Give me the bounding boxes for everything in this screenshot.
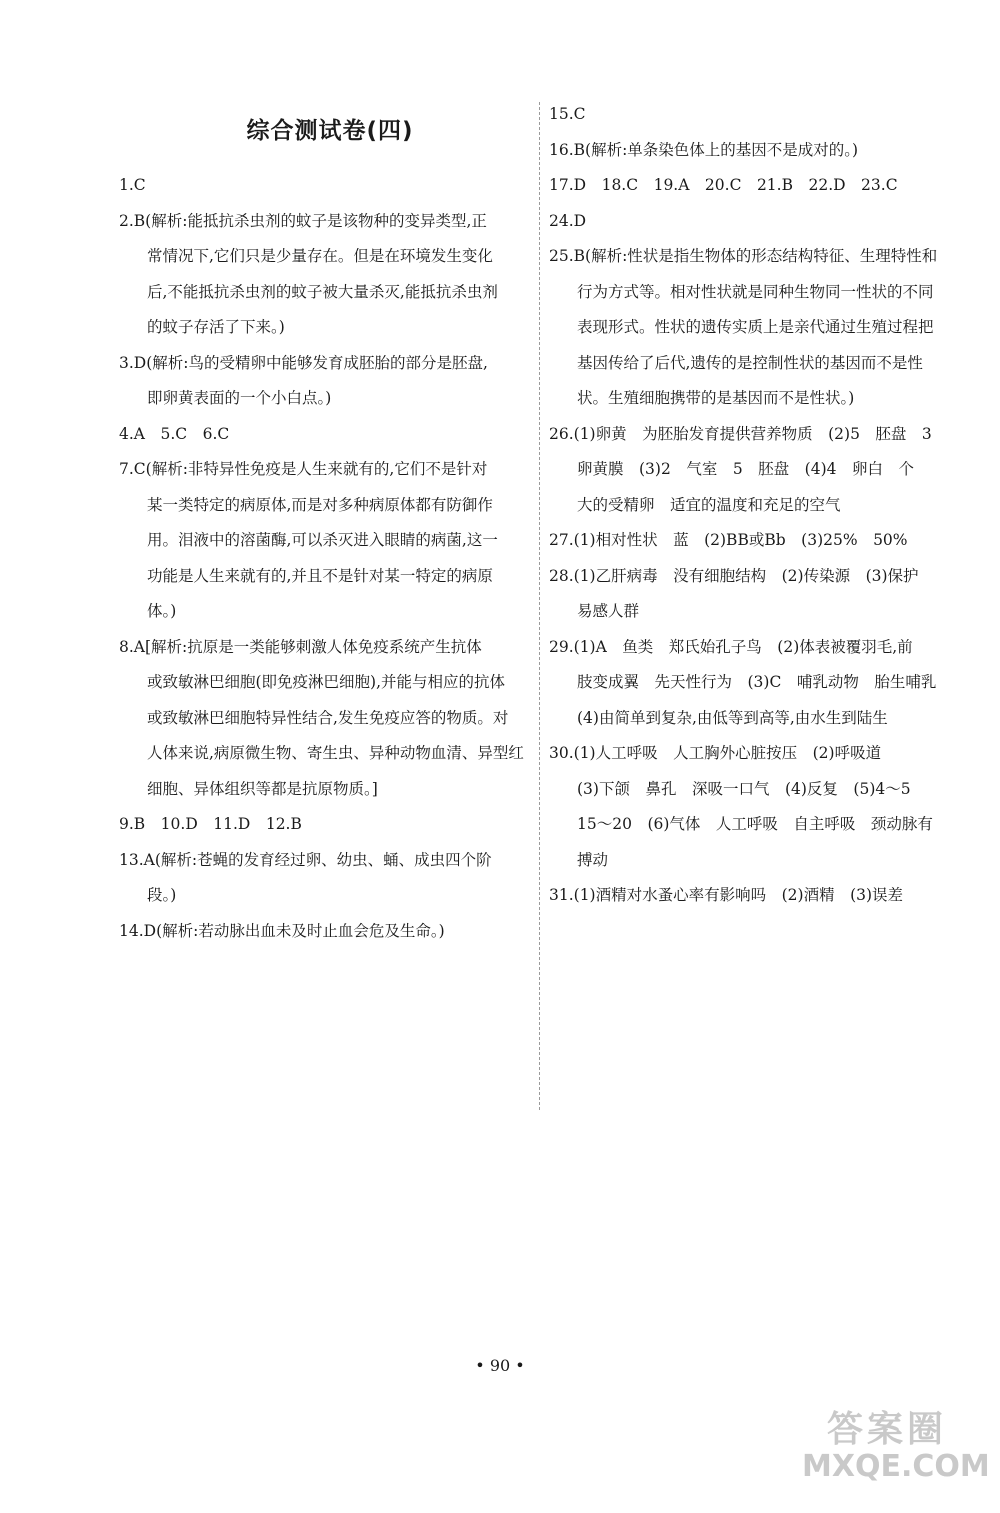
answer-item — [549, 97, 969, 133]
answer-item — [549, 878, 969, 914]
answer-continuation-line: 用。泪液中的溶菌酶,可以杀灭进入眼睛的病菌,这一 — [147, 531, 498, 549]
answer-line: 28.(1)乙肝病毒 没有细胞结构 (2)传染源 (3)保护 — [549, 566, 919, 585]
answer-line: 26.(1)卵黄 为胚胎发育提供营养物质 (2)5 胚盘 3 — [549, 424, 932, 443]
answer-line: 4.A 5.C 6.C — [119, 424, 230, 443]
watermark-text: 答案圈 — [826, 1409, 947, 1450]
answer-item — [549, 523, 969, 559]
page-title: 综合测试卷(四) — [246, 118, 414, 144]
answer-line: 2.B(解析:能抵抗杀虫剂的蚊子是该物种的变异类型,正 — [119, 211, 487, 230]
answer-line: 31.(1)酒精对水蚤心率有影响吗 (2)酒精 (3)误差 — [549, 886, 904, 904]
answer-continuation-line: 即卵黄表面的一个小白点。) — [147, 389, 332, 407]
answer-continuation-line: 搏动 — [577, 850, 609, 869]
answer-continuation-line: 功能是人生来就有的,并且不是针对某一特定的病原 — [147, 566, 493, 585]
left-answer-column — [119, 168, 527, 949]
answer-continuation-line: 肢变成翼 先天性行为 (3)C 哺乳动物 胎生哺乳 — [577, 673, 937, 691]
answer-item — [119, 843, 527, 914]
answer-line: 14.D(解析:若动脉出血未及时止血会危及生命。) — [119, 921, 445, 940]
answer-item — [119, 417, 527, 453]
answer-continuation-line: 某一类特定的病原体,而是对多种病原体都有防御作 — [147, 495, 493, 514]
answer-item — [549, 630, 969, 737]
answer-continuation-line: 或致敏淋巴细胞特异性结合,发生免疫应答的物质。对 — [147, 708, 509, 727]
answer-continuation-line: 或致敏淋巴细胞(即免疫淋巴细胞),并能与相应的抗体 — [147, 673, 506, 691]
answer-line: 13.A(解析:苍蝇的发育经过卵、幼虫、蛹、成虫四个阶 — [119, 850, 492, 869]
answer-item — [549, 133, 969, 169]
answer-item — [119, 914, 527, 950]
answer-item — [119, 807, 527, 843]
answer-continuation-line: 后,不能抵抗杀虫剂的蚊子被大量杀灭,能抵抗杀虫剂 — [147, 282, 498, 301]
watermark-logo — [802, 1401, 990, 1491]
answer-continuation-line: 15～20 (6)气体 人工呼吸 自主呼吸 颈动脉有 — [577, 815, 933, 833]
right-answer-column — [549, 97, 969, 914]
answer-continuation-line: 状。生殖细胞携带的是基因而不是性状。) — [577, 389, 855, 407]
answer-item — [549, 559, 969, 630]
answer-continuation-line: 易感人群 — [577, 602, 640, 620]
answer-item — [549, 239, 969, 417]
answer-item — [119, 346, 527, 417]
answer-line: 15.C — [549, 105, 586, 123]
answer-line: 17.D 18.C 19.A 20.C 21.B 22.D 23.C — [549, 176, 898, 194]
answer-continuation-line: 细胞、异体组织等都是抗原物质。] — [147, 779, 378, 798]
answer-line: 7.C(解析:非特异性免疫是人生来就有的,它们不是针对 — [119, 460, 488, 478]
answer-line: 1.C — [119, 176, 146, 194]
answer-line: 24.D — [549, 211, 587, 230]
answer-continuation-line: (4)由简单到复杂,由低等到高等,由水生到陆生 — [577, 708, 888, 727]
answer-continuation-line: 的蚊子存活了下来。) — [147, 318, 285, 336]
answer-continuation-line: 行为方式等。相对性状就是同种生物同一性状的不同 — [577, 282, 934, 301]
page-number: • 90 • — [475, 1356, 525, 1375]
answer-item — [549, 417, 969, 524]
watermark-url: MXQE.COM — [802, 1449, 990, 1484]
answer-continuation-line: 常情况下,它们只是少量存在。但是在环境发生变化 — [147, 247, 493, 265]
answer-line: 25.B(解析:性状是指生物体的形态结构特征、生理特性和 — [549, 247, 938, 265]
answer-item — [549, 168, 969, 204]
answer-continuation-line: 表现形式。性状的遗传实质上是亲代通过生殖过程把 — [577, 318, 934, 336]
answer-item — [119, 630, 527, 808]
answer-continuation-line: 体。) — [147, 602, 177, 620]
answer-continuation-line: (3)下颌 鼻孔 深吸一口气 (4)反复 (5)4～5 — [577, 779, 911, 798]
answer-line: 16.B(解析:单条染色体上的基因不是成对的。) — [549, 140, 859, 159]
column-divider — [539, 102, 540, 1110]
answer-continuation-line: 基因传给了后代,遗传的是控制性状的基因而不是性 — [577, 353, 923, 372]
answer-item — [119, 204, 527, 346]
answer-continuation-line: 人体来说,病原微生物、寄生虫、异种动物血清、异型红 — [147, 744, 524, 762]
answer-line: 29.(1)A 鱼类 郑氏始孔子鸟 (2)体表被覆羽毛,前 — [549, 637, 913, 656]
answer-line: 9.B 10.D 11.D 12.B — [119, 815, 302, 833]
answer-item — [549, 204, 969, 240]
answer-item — [119, 452, 527, 630]
answer-continuation-line: 大的受精卵 适宜的温度和充足的空气 — [577, 495, 841, 514]
answer-line: 3.D(解析:鸟的受精卵中能够发育成胚胎的部分是胚盘, — [119, 353, 488, 372]
answer-line: 30.(1)人工呼吸 人工胸外心脏按压 (2)呼吸道 — [549, 744, 882, 762]
answer-line: 27.(1)相对性状 蓝 (2)BB或Bb (3)25% 50% — [549, 531, 908, 549]
answer-item — [119, 168, 527, 204]
answer-item — [549, 736, 969, 878]
answer-continuation-line: 卵黄膜 (3)2 气室 5 胚盘 (4)4 卵白 个 — [577, 460, 914, 478]
answer-line: 8.A[解析:抗原是一类能够刺激人体免疫系统产生抗体 — [119, 637, 482, 656]
answer-continuation-line: 段。) — [147, 886, 177, 904]
